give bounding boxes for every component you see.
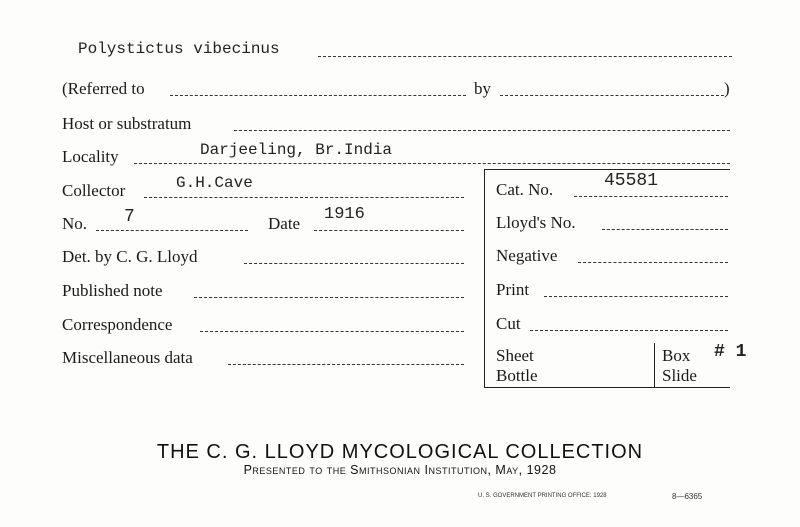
misc-data-line	[228, 364, 464, 365]
cut-line	[530, 330, 728, 331]
print-label: Print	[496, 280, 530, 299]
referred-to-label: (Referred to	[62, 79, 145, 98]
locality-line	[134, 163, 730, 164]
misc-data-label: Miscellaneous data	[62, 348, 193, 367]
box-top-border	[484, 169, 730, 170]
collector-line	[144, 197, 464, 198]
slide-label: Slide	[662, 366, 697, 385]
correspondence-line	[200, 331, 464, 332]
form-number: 8—6365	[672, 492, 703, 501]
by-line	[500, 95, 724, 96]
date-line	[314, 230, 464, 231]
species-line	[318, 56, 732, 57]
print-line	[544, 296, 728, 297]
date-value: 1916	[324, 205, 365, 224]
close-paren: )	[724, 79, 730, 98]
bottle-label: Bottle	[496, 366, 538, 385]
by-label: by	[474, 79, 491, 98]
host-line	[234, 130, 730, 131]
collection-title: THE C. G. LLOYD MYCOLOGICAL COLLECTION	[156, 441, 644, 463]
cat-no-label: Cat. No.	[496, 180, 554, 199]
cat-no-line	[574, 196, 728, 197]
sheet-label: Sheet	[496, 346, 534, 365]
referred-to-line	[170, 95, 466, 96]
collector-value: G.H.Cave	[176, 174, 253, 192]
no-label: No.	[62, 214, 88, 233]
published-note-label: Published note	[62, 281, 163, 300]
date-label: Date	[268, 214, 301, 233]
locality-label: Locality	[62, 147, 119, 166]
locality-value: Darjeeling, Br.India	[200, 141, 393, 159]
det-by-label: Det. by C. G. Lloyd	[62, 247, 198, 266]
box-bottom-border	[484, 387, 730, 388]
lloyds-no-line	[602, 229, 728, 230]
printing-office-imprint: U. S. GOVERNMENT PRINTING OFFICE: 1928	[478, 493, 607, 499]
cat-no-value: 45581	[604, 171, 659, 191]
box-label: Box	[662, 346, 691, 365]
no-line	[96, 230, 248, 231]
lloyds-no-label: Lloyd's No.	[496, 213, 576, 232]
published-note-line	[194, 297, 464, 298]
negative-label: Negative	[496, 246, 558, 265]
species-name: Polystictus vibecinus	[78, 40, 280, 58]
no-value: 7	[124, 207, 135, 227]
host-label: Host or substratum	[62, 114, 192, 133]
cut-label: Cut	[496, 314, 521, 333]
collection-subtitle: Presented to the Smithsonian Institution, May, 1928	[243, 463, 557, 477]
box-inner-divider	[654, 343, 655, 387]
box-value: # 1	[714, 342, 747, 362]
box-left-border	[484, 169, 485, 387]
collector-label: Collector	[62, 181, 126, 200]
det-by-line	[244, 263, 464, 264]
correspondence-label: Correspondence	[62, 315, 173, 334]
negative-line	[578, 262, 728, 263]
